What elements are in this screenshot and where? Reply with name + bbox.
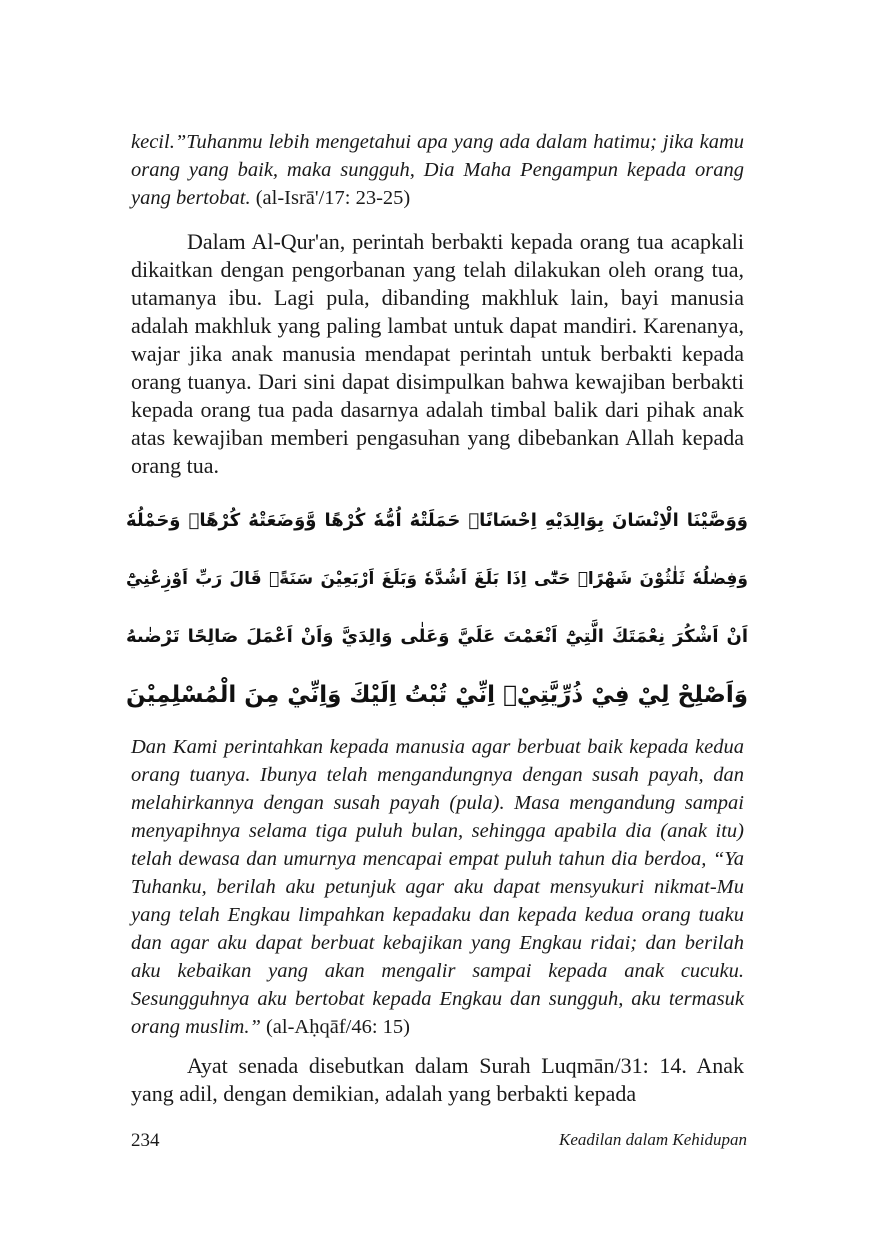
arabic-verse-line: وَوَصَّيْنَا الْاِنْسَانَ بِوَالِدَيْهِ اِحْسَانًاۗ حَمَلَتْهُ اُمُّهٗ كُرْهًا وَّوَضَعَتْهُ كُرْهًاۗ وَحَمْلُهٗ	[126, 510, 748, 531]
arabic-verse	[126, 492, 748, 724]
quote-text: kecil.”Tuhanmu lebih mengetahui apa yang ada dalam hatimu; jika kamu orang yang baik, maka sungguh, Dia Maha Pengampun kepada orang yang bertobat.	[131, 131, 744, 209]
translation-citation: (al-Aḥqāf/46: 15)	[260, 1016, 411, 1038]
body-paragraph-1: Dalam Al-Qur'an, perintah berbakti kepada orang tua acapkali dikaitkan dengan pengorbanan yang telah dilakukan oleh orang tua, utamanya ibu. Lagi pula, dibanding makhluk lain, bayi manusia adalah makhluk yang paling lambat untuk dapat mandiri. Karenanya, wajar jika anak manusia mendapat perintah untuk berbakti kepada orang tuanya. Dari sini dapat disimpulkan bahwa kewajiban berbakti kepada orang tua pada dasarnya adalah timbal balik dari pihak anak atas kewajiban memberi pengasuhan yang dibebankan Allah kepada orang tua.	[131, 229, 744, 478]
arabic-verse-line: وَفِصٰلُهٗ ثَلٰثُوْنَ شَهْرًاۗ حَتّٰٓى اِذَا بَلَغَ اَشُدَّهٗ وَبَلَغَ اَرْبَعِيْنَ سَنَةًۙ قَالَ رَبِّ اَوْزِعْنِيْٓ	[126, 569, 748, 589]
verse-translation	[131, 733, 744, 1041]
body-paragraph-2: Ayat senada disebutkan dalam Surah Luqmān/31: 14. Anak yang adil, dengan demikian, adalah yang berbakti kepada	[131, 1053, 744, 1106]
running-title: Keadilan dalam Kehidupan	[559, 1130, 747, 1149]
translation-text: Dan Kami perintahkan kepada manusia agar berbuat baik kepada kedua orang tuanya. Ibunya telah mengandungnya dengan susah payah, dan melahirkannya dengan susah payah (pula). Masa mengandung sampai menyapihnya selama tiga puluh bulan, sehingga apabila dia (anak itu) telah dewasa dan umurnya mencapai empat puluh tahun dia berdoa, “Ya Tuhanku, berilah aku petunjuk agar aku dapat mensyukuri nikmat-Mu yang telah Engkau limpahkan kepadaku dan kepada kedua orang tuaku dan agar aku dapat berbuat kebajikan yang Engkau ridai; dan berilah aku kebaikan yang akan mengalir sampai kepada anak cucuku. Sesungguhnya aku bertobat kepada Engkau dan sungguh, aku termasuk orang muslim.”	[131, 736, 744, 1038]
arabic-verse-line: وَاَصْلِحْ لِيْ فِيْ ذُرِّيَّتِيْۗ اِنِّيْ تُبْتُ اِلَيْكَ وَاِنِّيْ مِنَ الْمُسْلِمِيْنَ	[126, 682, 748, 708]
arabic-verse-line: اَنْ اَشْكُرَ نِعْمَتَكَ الَّتِيْٓ اَنْعَمْتَ عَلَيَّ وَعَلٰى وَالِدَيَّ وَاَنْ اَعْمَلَ صَالِحًا تَرْضٰىهُ	[126, 626, 748, 647]
quote-continuation	[131, 128, 744, 212]
quote-citation: (al-Isrā'/17: 23-25)	[250, 187, 411, 209]
page-number: 234	[131, 1130, 160, 1151]
